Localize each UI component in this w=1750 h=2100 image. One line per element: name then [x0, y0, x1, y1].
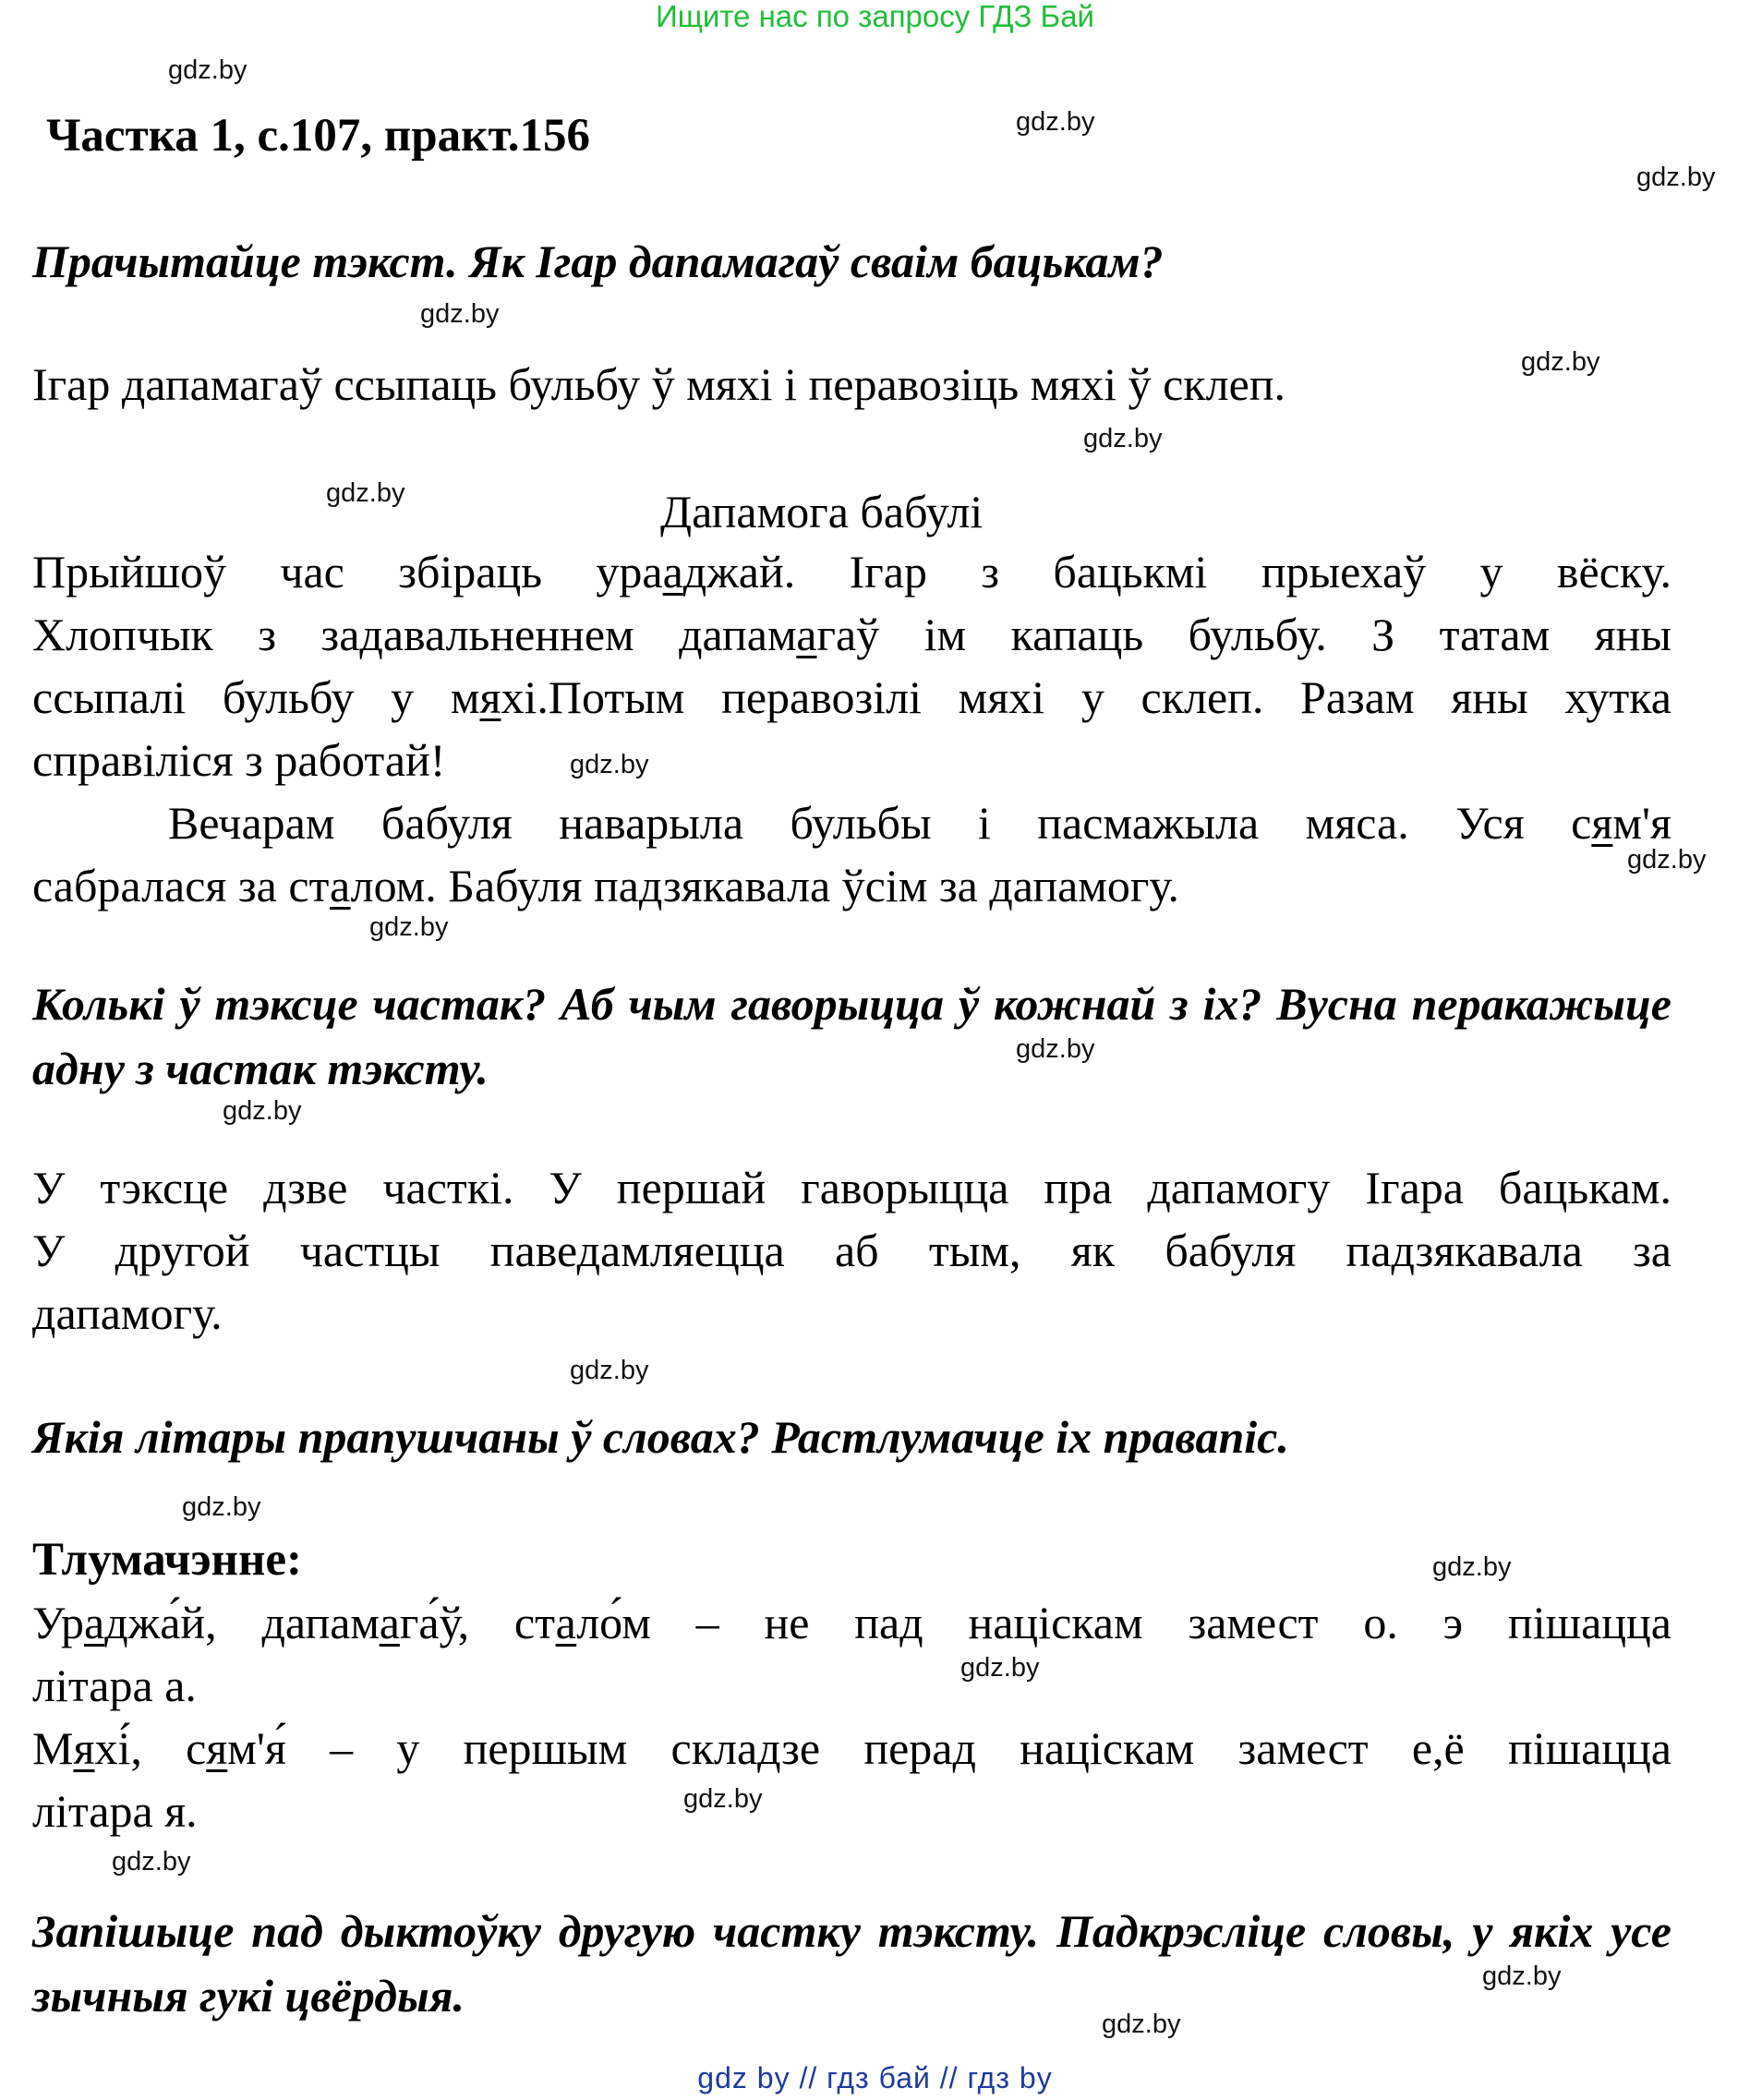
watermark: gdz.by: [1016, 1034, 1095, 1064]
watermark: gdz.by: [1636, 163, 1716, 192]
answer-2-line: У тэксце дзве часткі. У першай гаворыцца пра дапамогу Ігара бацькам.: [32, 1162, 1672, 1213]
watermark: gdz.by: [1016, 107, 1095, 137]
story-title: Дапамога бабулі: [660, 486, 984, 537]
story-line: Хлопчык з задавальненнем дапамагаў ім капаць бульбу. З татам яны: [32, 609, 1672, 660]
question-1: Прачытайце тэкст. Як Ігар дапамагаў сваім бацькам?: [32, 235, 1164, 287]
story-line: ссыпалі бульбу у мяхі.Потым перавозілі мяхі у склеп. Разам яны хутка: [32, 671, 1672, 723]
watermark: gdz.by: [570, 750, 649, 779]
watermark: gdz.by: [1102, 2009, 1181, 2039]
watermark: gdz.by: [1482, 1961, 1562, 1991]
story-line: Вечарам бабуля наварыла бульбы і пасмажыла мяса. Уся сям'я: [168, 797, 1672, 849]
explanation-line: Ураджа́й, дапамага́ў, стало́м – не пад націскам замест о. э пішацца: [32, 1597, 1672, 1648]
missing-letter: а: [662, 546, 683, 597]
watermark: gdz.by: [168, 55, 247, 85]
explanation-line: Мяхі́, сям'я́ – у першым складзе перад націскам замест е,ё пішацца: [32, 1722, 1672, 1774]
story-line: Прыйшоў час збіраць урааджай. Ігар з бацькмі прыехаў у вёску.: [32, 546, 1672, 597]
watermark: gdz.by: [1432, 1552, 1512, 1582]
missing-letter: я: [1591, 797, 1613, 849]
watermark: gdz.by: [369, 912, 449, 942]
question-2: Колькі ў тэксце частак? Аб чым гаворыцца ў кожнай з іх? Вусна перакажыце адну з частак тэксту.: [32, 978, 1672, 1094]
watermark: gdz.by: [326, 478, 405, 508]
answer-1: Ігар дапамагаў ссыпаць бульбу ў мяхі і перавозіць мяхі ў склеп.: [32, 358, 1286, 410]
watermark: gdz.by: [960, 1653, 1040, 1683]
explanation-line: літара я.: [32, 1785, 198, 1837]
answer-2-line: У другой частцы паведамляецца аб тым, як бабуля падзякавала за: [32, 1225, 1672, 1276]
search-banner[interactable]: Ищите нас по запросу ГДЗ Бай: [656, 0, 1094, 33]
story-line: сабралася за сталом. Бабуля падзякавала ўсім за дапамогу.: [32, 860, 1179, 911]
watermark: gdz.by: [570, 1356, 649, 1385]
watermark: gdz.by: [420, 299, 500, 329]
page-title: Частка 1, с.107, практ.156: [46, 110, 590, 162]
missing-letter: а: [796, 609, 817, 660]
watermark: gdz.by: [1521, 347, 1600, 377]
watermark: gdz.by: [1627, 845, 1707, 875]
answer-2-line: дапамогу.: [32, 1287, 223, 1339]
story-line: справіліся з работай!: [32, 734, 446, 786]
watermark: gdz.by: [112, 1847, 191, 1877]
missing-letter: а: [330, 860, 351, 911]
watermark: gdz.by: [1083, 424, 1163, 453]
explanation-line: літара а.: [32, 1659, 197, 1711]
missing-letter: я: [479, 671, 501, 723]
watermark: gdz.by: [683, 1784, 763, 1814]
question-4: Запішыце пад дыктоўку другую частку тэксту. Падкрэсліце словы, у якіх усе зычныя гукі цвёрдыя.: [32, 1905, 1672, 2022]
watermark: gdz.by: [223, 1096, 302, 1126]
watermark: gdz.by: [182, 1492, 261, 1522]
footer-links[interactable]: gdz by // гдз бай // гдз by: [697, 2061, 1053, 2094]
explanation-heading: Тлумачэнне:: [32, 1534, 302, 1586]
question-3: Якія літары прапушчаны ў словах? Растлумачце іх правапіс.: [32, 1411, 1289, 1463]
